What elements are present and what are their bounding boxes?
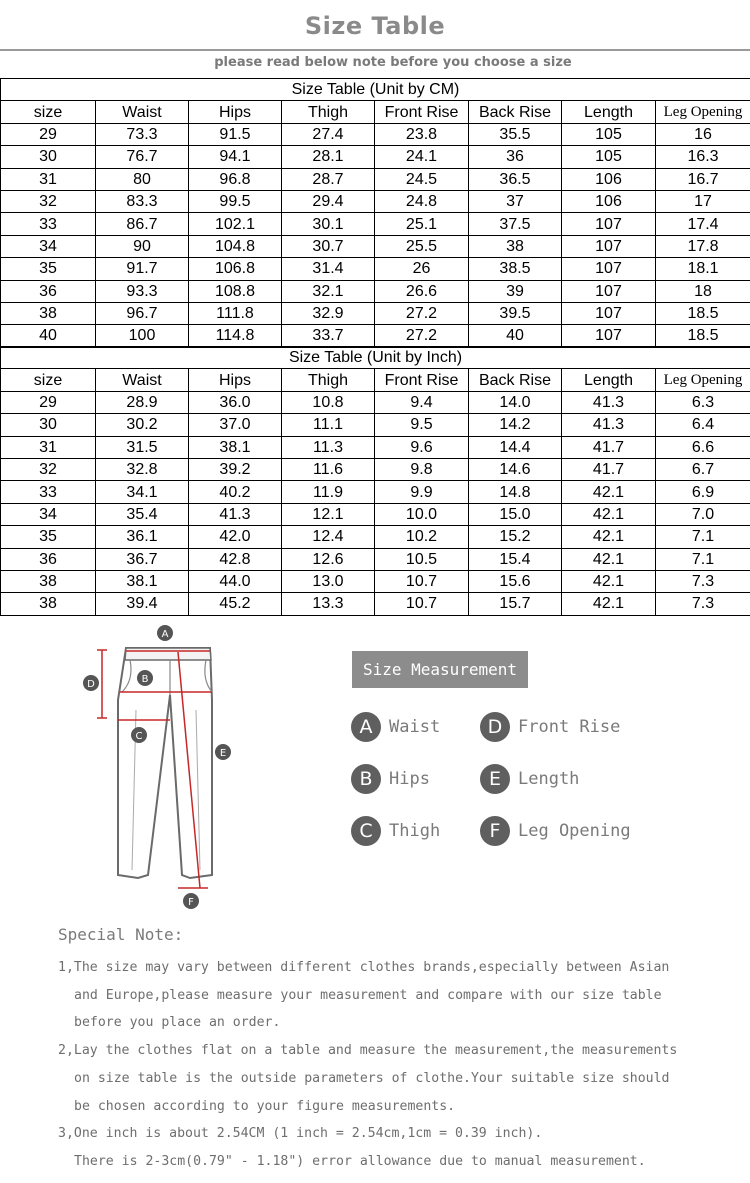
value-cell: 42.8 xyxy=(189,548,282,570)
value-cell: 9.6 xyxy=(375,436,469,458)
value-cell: 107 xyxy=(562,302,656,324)
value-cell: 42.0 xyxy=(189,526,282,548)
table-caption: Size Table (Unit by CM) xyxy=(1,79,750,101)
value-cell: 27.2 xyxy=(375,302,469,324)
value-cell: 32.9 xyxy=(282,302,375,324)
table-row xyxy=(1,481,750,503)
value-cell: 42.1 xyxy=(562,593,656,615)
value-cell: 6.9 xyxy=(656,481,750,503)
value-cell: 11.1 xyxy=(282,414,375,436)
value-cell: 29.4 xyxy=(282,190,375,212)
table-header-row xyxy=(1,101,750,123)
legend-label: Hips xyxy=(389,769,430,789)
legend-item-length xyxy=(480,763,579,795)
value-cell: 44.0 xyxy=(189,570,282,592)
value-cell: 24.1 xyxy=(375,146,469,168)
value-cell: 23.8 xyxy=(375,123,469,145)
note-line: 3,One inch is about 2.54CM (1 inch = 2.54cm,1cm = 0.39 inch). xyxy=(58,1126,543,1142)
value-cell: 15.0 xyxy=(469,503,562,525)
value-cell: 32.1 xyxy=(282,280,375,302)
column-header: Waist xyxy=(96,369,189,391)
table-row xyxy=(1,414,750,436)
value-cell: 107 xyxy=(562,325,656,347)
table-row xyxy=(1,302,750,324)
value-cell: 16.7 xyxy=(656,168,750,190)
value-cell: 38.1 xyxy=(96,570,189,592)
value-cell: 111.8 xyxy=(189,302,282,324)
table-row xyxy=(1,391,750,413)
legend-label: Thigh xyxy=(389,821,441,841)
value-cell: 17.4 xyxy=(656,213,750,235)
value-cell: 28.1 xyxy=(282,146,375,168)
value-cell: 94.1 xyxy=(189,146,282,168)
value-cell: 10.0 xyxy=(375,503,469,525)
value-cell: 102.1 xyxy=(189,213,282,235)
value-cell: 6.6 xyxy=(656,436,750,458)
value-cell: 17.8 xyxy=(656,235,750,257)
size-table-cm-body xyxy=(1,79,750,348)
value-cell: 18.5 xyxy=(656,302,750,324)
column-header: Thigh xyxy=(282,101,375,123)
column-header: Back Rise xyxy=(469,369,562,391)
table-row xyxy=(1,458,750,480)
svg-text:A: A xyxy=(161,629,169,640)
table-row xyxy=(1,325,750,347)
page-header xyxy=(0,0,750,80)
size-cell: 35 xyxy=(1,258,96,280)
value-cell: 42.1 xyxy=(562,570,656,592)
value-cell: 93.3 xyxy=(96,280,189,302)
value-cell: 7.0 xyxy=(656,503,750,525)
value-cell: 37.0 xyxy=(189,414,282,436)
value-cell: 31.5 xyxy=(96,436,189,458)
value-cell: 28.9 xyxy=(96,391,189,413)
table-row xyxy=(1,436,750,458)
value-cell: 14.6 xyxy=(469,458,562,480)
value-cell: 80 xyxy=(96,168,189,190)
legend-badge-d-icon: D xyxy=(480,712,510,742)
table-row xyxy=(1,213,750,235)
value-cell: 6.4 xyxy=(656,414,750,436)
size-cell: 34 xyxy=(1,235,96,257)
value-cell: 38 xyxy=(469,235,562,257)
value-cell: 11.6 xyxy=(282,458,375,480)
value-cell: 37.5 xyxy=(469,213,562,235)
legend-badge-a-icon: A xyxy=(351,712,381,742)
value-cell: 7.1 xyxy=(656,526,750,548)
svg-text:D: D xyxy=(87,679,95,690)
column-header: size xyxy=(1,369,96,391)
value-cell: 35.4 xyxy=(96,503,189,525)
value-cell: 107 xyxy=(562,258,656,280)
table-row xyxy=(1,570,750,592)
value-cell: 36.0 xyxy=(189,391,282,413)
value-cell: 15.4 xyxy=(469,548,562,570)
value-cell: 12.6 xyxy=(282,548,375,570)
value-cell: 10.2 xyxy=(375,526,469,548)
value-cell: 39.4 xyxy=(96,593,189,615)
size-cell: 38 xyxy=(1,570,96,592)
value-cell: 35.5 xyxy=(469,123,562,145)
value-cell: 106 xyxy=(562,190,656,212)
value-cell: 41.3 xyxy=(562,391,656,413)
legend-label: Leg Opening xyxy=(518,821,631,841)
size-table-inch-body xyxy=(1,347,750,616)
value-cell: 114.8 xyxy=(189,325,282,347)
value-cell: 41.7 xyxy=(562,458,656,480)
notes-title: Special Note: xyxy=(58,925,184,944)
table-row xyxy=(1,123,750,145)
page-subtitle: please read below note before you choose a size xyxy=(214,55,572,70)
column-header: Thigh xyxy=(282,369,375,391)
size-table-inch xyxy=(0,346,750,616)
legend-label: Waist xyxy=(389,717,441,737)
value-cell: 96.7 xyxy=(96,302,189,324)
legend-label: Front Rise xyxy=(518,717,621,737)
value-cell: 14.4 xyxy=(469,436,562,458)
table-caption: Size Table (Unit by Inch) xyxy=(1,347,750,369)
size-cell: 30 xyxy=(1,146,96,168)
value-cell: 13.0 xyxy=(282,570,375,592)
value-cell: 14.0 xyxy=(469,391,562,413)
legend-item-front-rise xyxy=(480,711,620,743)
value-cell: 36.5 xyxy=(469,168,562,190)
value-cell: 32.8 xyxy=(96,458,189,480)
value-cell: 13.3 xyxy=(282,593,375,615)
value-cell: 34.1 xyxy=(96,481,189,503)
size-cell: 32 xyxy=(1,190,96,212)
value-cell: 36 xyxy=(469,146,562,168)
value-cell: 15.2 xyxy=(469,526,562,548)
column-header: Length xyxy=(562,369,656,391)
size-cell: 33 xyxy=(1,481,96,503)
size-cell: 36 xyxy=(1,280,96,302)
value-cell: 36.1 xyxy=(96,526,189,548)
value-cell: 14.8 xyxy=(469,481,562,503)
table-row xyxy=(1,168,750,190)
value-cell: 15.7 xyxy=(469,593,562,615)
value-cell: 18 xyxy=(656,280,750,302)
value-cell: 12.1 xyxy=(282,503,375,525)
value-cell: 9.8 xyxy=(375,458,469,480)
value-cell: 91.7 xyxy=(96,258,189,280)
size-cell: 36 xyxy=(1,548,96,570)
value-cell: 9.9 xyxy=(375,481,469,503)
size-table-cm xyxy=(0,78,750,348)
svg-text:E: E xyxy=(219,748,227,759)
size-cell: 31 xyxy=(1,168,96,190)
value-cell: 100 xyxy=(96,325,189,347)
marker-e-icon xyxy=(215,744,231,760)
value-cell: 42.1 xyxy=(562,548,656,570)
value-cell: 17 xyxy=(656,190,750,212)
column-header: Hips xyxy=(189,101,282,123)
table-row xyxy=(1,503,750,525)
value-cell: 76.7 xyxy=(96,146,189,168)
value-cell: 10.7 xyxy=(375,593,469,615)
svg-text:F: F xyxy=(188,897,194,908)
value-cell: 37 xyxy=(469,190,562,212)
value-cell: 6.3 xyxy=(656,391,750,413)
note-line: 1,The size may vary between different clothes brands,especially between Asian xyxy=(58,960,670,975)
legend-item-leg-opening xyxy=(480,815,631,847)
column-header: Leg Opening xyxy=(656,101,750,123)
column-header: Front Rise xyxy=(375,101,469,123)
size-cell: 32 xyxy=(1,458,96,480)
value-cell: 39.2 xyxy=(189,458,282,480)
value-cell: 39.5 xyxy=(469,302,562,324)
value-cell: 30.2 xyxy=(96,414,189,436)
value-cell: 28.7 xyxy=(282,168,375,190)
note-line: and Europe,please measure your measurement and compare with our size table xyxy=(74,987,662,1003)
value-cell: 39 xyxy=(469,280,562,302)
value-cell: 6.7 xyxy=(656,458,750,480)
size-cell: 29 xyxy=(1,123,96,145)
note-line: be chosen according to your figure measurements. xyxy=(74,1098,456,1114)
value-cell: 107 xyxy=(562,280,656,302)
size-cell: 30 xyxy=(1,414,96,436)
value-cell: 24.8 xyxy=(375,190,469,212)
value-cell: 45.2 xyxy=(189,593,282,615)
value-cell: 104.8 xyxy=(189,235,282,257)
svg-text:B: B xyxy=(141,674,149,685)
note-line: There is 2-3cm(0.79" - 1.18") error allowance due to manual measurement. xyxy=(74,1153,646,1169)
value-cell: 11.9 xyxy=(282,481,375,503)
value-cell: 96.8 xyxy=(189,168,282,190)
value-cell: 41.3 xyxy=(189,503,282,525)
size-cell: 40 xyxy=(1,325,96,347)
note-line: before you place an order. xyxy=(74,1015,281,1031)
value-cell: 25.1 xyxy=(375,213,469,235)
value-cell: 41.3 xyxy=(562,414,656,436)
legend-item-thigh xyxy=(351,815,440,847)
value-cell: 36.7 xyxy=(96,548,189,570)
marker-b-icon xyxy=(137,670,153,686)
value-cell: 31.4 xyxy=(282,258,375,280)
legend-badge-f-icon: F xyxy=(480,816,510,846)
value-cell: 41.7 xyxy=(562,436,656,458)
size-cell: 31 xyxy=(1,436,96,458)
value-cell: 99.5 xyxy=(189,190,282,212)
value-cell: 106 xyxy=(562,168,656,190)
value-cell: 106.8 xyxy=(189,258,282,280)
note-line: 2,Lay the clothes flat on a table and measure the measurement,the measurements xyxy=(58,1043,678,1059)
marker-d-icon xyxy=(83,675,99,691)
column-header: Waist xyxy=(96,101,189,123)
value-cell: 10.7 xyxy=(375,570,469,592)
value-cell: 16.3 xyxy=(656,146,750,168)
title-divider xyxy=(0,49,750,51)
svg-text:C: C xyxy=(135,731,143,742)
value-cell: 38.5 xyxy=(469,258,562,280)
column-header: size xyxy=(1,101,96,123)
note-line: on size table is the outside parameters of clothe.Your suitable size should xyxy=(74,1070,670,1086)
value-cell: 91.5 xyxy=(189,123,282,145)
value-cell: 42.1 xyxy=(562,526,656,548)
value-cell: 83.3 xyxy=(96,190,189,212)
value-cell: 7.3 xyxy=(656,570,750,592)
value-cell: 16 xyxy=(656,123,750,145)
measurement-panel-title: Size Measurement xyxy=(352,651,528,688)
value-cell: 107 xyxy=(562,235,656,257)
value-cell: 10.8 xyxy=(282,391,375,413)
size-cell: 38 xyxy=(1,302,96,324)
size-cell: 33 xyxy=(1,213,96,235)
value-cell: 24.5 xyxy=(375,168,469,190)
legend-item-waist xyxy=(351,711,440,743)
value-cell: 42.1 xyxy=(562,481,656,503)
value-cell: 73.3 xyxy=(96,123,189,145)
table-row xyxy=(1,146,750,168)
table-header-row xyxy=(1,369,750,391)
value-cell: 14.2 xyxy=(469,414,562,436)
value-cell: 7.1 xyxy=(656,548,750,570)
column-header: Length xyxy=(562,101,656,123)
trousers-illustration xyxy=(78,620,248,915)
size-cell: 34 xyxy=(1,503,96,525)
table-row xyxy=(1,190,750,212)
value-cell: 30.7 xyxy=(282,235,375,257)
table-row xyxy=(1,548,750,570)
value-cell: 108.8 xyxy=(189,280,282,302)
value-cell: 26 xyxy=(375,258,469,280)
value-cell: 12.4 xyxy=(282,526,375,548)
table-row xyxy=(1,235,750,257)
value-cell: 30.1 xyxy=(282,213,375,235)
value-cell: 9.5 xyxy=(375,414,469,436)
column-header: Back Rise xyxy=(469,101,562,123)
column-header: Front Rise xyxy=(375,369,469,391)
value-cell: 38.1 xyxy=(189,436,282,458)
legend-item-hips xyxy=(351,763,430,795)
value-cell: 105 xyxy=(562,146,656,168)
size-cell: 38 xyxy=(1,593,96,615)
trousers-outline xyxy=(118,648,212,878)
legend-badge-c-icon: C xyxy=(351,816,381,846)
table-row xyxy=(1,593,750,615)
value-cell: 90 xyxy=(96,235,189,257)
value-cell: 86.7 xyxy=(96,213,189,235)
value-cell: 10.5 xyxy=(375,548,469,570)
trousers-diagram xyxy=(78,620,248,915)
marker-c-icon xyxy=(131,727,147,743)
column-header: Hips xyxy=(189,369,282,391)
legend-label: Length xyxy=(518,769,580,789)
size-cell: 29 xyxy=(1,391,96,413)
marker-a-icon xyxy=(157,625,173,641)
waistband xyxy=(125,648,211,660)
value-cell: 105 xyxy=(562,123,656,145)
value-cell: 15.6 xyxy=(469,570,562,592)
value-cell: 107 xyxy=(562,213,656,235)
value-cell: 18.1 xyxy=(656,258,750,280)
legend-badge-e-icon: E xyxy=(480,764,510,794)
value-cell: 26.6 xyxy=(375,280,469,302)
value-cell: 40.2 xyxy=(189,481,282,503)
value-cell: 7.3 xyxy=(656,593,750,615)
value-cell: 27.2 xyxy=(375,325,469,347)
value-cell: 9.4 xyxy=(375,391,469,413)
value-cell: 33.7 xyxy=(282,325,375,347)
table-row xyxy=(1,526,750,548)
size-cell: 35 xyxy=(1,526,96,548)
value-cell: 25.5 xyxy=(375,235,469,257)
special-notes xyxy=(58,925,738,1176)
value-cell: 40 xyxy=(469,325,562,347)
value-cell: 18.5 xyxy=(656,325,750,347)
value-cell: 27.4 xyxy=(282,123,375,145)
page-title: Size Table xyxy=(304,12,446,40)
table-row xyxy=(1,280,750,302)
value-cell: 11.3 xyxy=(282,436,375,458)
column-header: Leg Opening xyxy=(656,369,750,391)
legend-badge-b-icon: B xyxy=(351,764,381,794)
marker-f-icon xyxy=(183,893,199,909)
table-row xyxy=(1,258,750,280)
value-cell: 42.1 xyxy=(562,503,656,525)
